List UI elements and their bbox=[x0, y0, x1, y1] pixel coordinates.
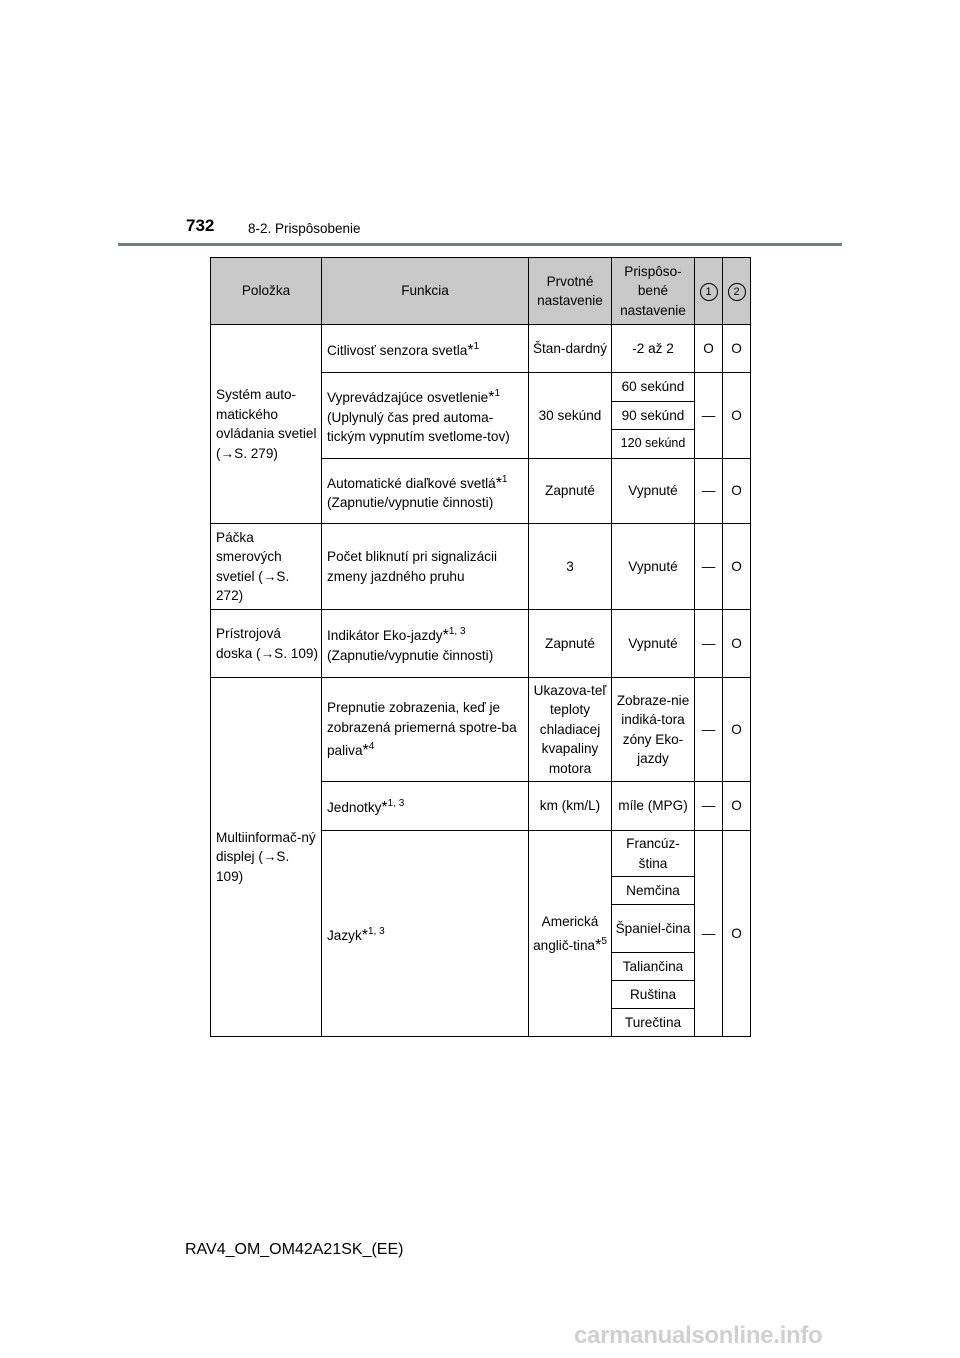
custom-cell: -2 až 2 bbox=[612, 325, 695, 373]
item-cell: Multiinformač-ný displej (→S. 109) bbox=[211, 678, 322, 1037]
function-note: (Zapnutie/vypnutie činnosti) bbox=[327, 647, 494, 663]
custom-cell: Taliančina bbox=[612, 953, 695, 981]
page-number: 732 bbox=[186, 216, 215, 235]
col2-cell: O bbox=[723, 325, 751, 373]
item-cell: Prístrojová doska (→S. 109) bbox=[211, 610, 322, 678]
footnote-asterisk: * bbox=[467, 341, 474, 359]
footnote-asterisk: * bbox=[495, 474, 502, 492]
default-cell: 3 bbox=[529, 524, 612, 610]
table-row bbox=[211, 524, 751, 610]
col1-cell: — bbox=[695, 373, 723, 459]
item-cell: Páčka smerových svetiel (→S. 272) bbox=[211, 524, 322, 610]
default-cell: 30 sekúnd bbox=[529, 373, 612, 459]
function-cell bbox=[322, 610, 529, 678]
default-cell: Ukazova-teľ teploty chladiacej kvapaliny motora bbox=[529, 678, 612, 782]
custom-cell: 60 sekúnd bbox=[612, 373, 695, 402]
col2-cell: O bbox=[723, 373, 751, 459]
custom-cell: Vypnuté bbox=[612, 524, 695, 610]
footnote-ref: 1 bbox=[473, 340, 480, 352]
default-cell: Štan-dardný bbox=[529, 325, 612, 373]
header-col2 bbox=[723, 258, 751, 325]
footnote-asterisk: * bbox=[361, 926, 368, 944]
footnote-ref: 1, 3 bbox=[367, 925, 385, 937]
custom-cell: Vypnuté bbox=[612, 610, 695, 678]
function-cell bbox=[322, 373, 529, 459]
header-rule bbox=[118, 243, 842, 246]
default-cell: km (km/L) bbox=[529, 782, 612, 831]
custom-cell: Španiel-čina bbox=[612, 905, 695, 953]
col1-cell: — bbox=[695, 831, 723, 1037]
function-cell bbox=[322, 678, 529, 782]
footnote-ref: 1, 3 bbox=[448, 626, 466, 637]
function-cell bbox=[322, 325, 529, 373]
section-title: 8-2. Prispôsobenie bbox=[248, 221, 361, 236]
function-text: Jazyk bbox=[327, 927, 362, 943]
footnote-asterisk: * bbox=[488, 389, 495, 407]
default-text: Americká anglič-tina bbox=[533, 914, 599, 953]
header-function: Funkcia bbox=[322, 258, 529, 325]
function-cell bbox=[322, 459, 529, 524]
function-note: (Zapnutie/vypnutie činnosti) bbox=[327, 495, 494, 510]
document-code: RAV4_OM_OM42A21SK_(EE) bbox=[185, 1241, 404, 1258]
footnote-asterisk: * bbox=[381, 799, 388, 817]
header-item: Položka bbox=[211, 258, 322, 325]
custom-cell: Turečtina bbox=[612, 1009, 695, 1037]
table-row bbox=[211, 678, 751, 782]
col2-cell: O bbox=[723, 524, 751, 610]
custom-cell: 120 sekúnd bbox=[612, 430, 695, 459]
function-text: Automatické diaľkové svetlá bbox=[327, 475, 496, 491]
col1-cell: — bbox=[695, 610, 723, 678]
header-custom: Prispôso-bené nastavenie bbox=[612, 258, 695, 325]
footnote-ref: 1 bbox=[501, 473, 508, 485]
footnote-asterisk: * bbox=[362, 742, 369, 760]
header-col1 bbox=[695, 258, 723, 325]
footnote-ref: 5 bbox=[601, 935, 607, 947]
col1-cell: — bbox=[695, 459, 723, 524]
settings-table bbox=[210, 257, 751, 1037]
col2-cell: O bbox=[723, 610, 751, 678]
col1-cell: — bbox=[695, 678, 723, 782]
default-cell: Zapnuté bbox=[529, 610, 612, 678]
function-text: Indikátor Eko-jazdy bbox=[327, 628, 443, 643]
custom-cell: 90 sekúnd bbox=[612, 402, 695, 430]
footnote-asterisk: * bbox=[595, 936, 602, 954]
header-default: Prvotné nastavenie bbox=[529, 258, 612, 325]
table-header-row bbox=[211, 258, 751, 325]
custom-cell: Nemčina bbox=[612, 877, 695, 905]
function-text: Prepnutie zobrazenia, keď je zobrazená priemerná spotre-ba paliva bbox=[327, 700, 517, 759]
col2-cell: O bbox=[723, 459, 751, 524]
custom-cell: Ruština bbox=[612, 981, 695, 1009]
function-cell bbox=[322, 782, 529, 831]
circled-2-icon: 2 bbox=[728, 283, 746, 301]
function-cell: Počet bliknutí pri signalizácii zmeny jazdného pruhu bbox=[322, 524, 529, 610]
footnote-ref: 4 bbox=[368, 741, 375, 753]
function-text: Citlivosť senzora svetla bbox=[327, 342, 468, 358]
table-row bbox=[211, 325, 751, 373]
footnote-ref: 1 bbox=[494, 388, 501, 400]
default-cell: Zapnuté bbox=[529, 459, 612, 524]
table-row bbox=[211, 610, 751, 678]
col1-cell: O bbox=[695, 325, 723, 373]
circled-1-icon: 1 bbox=[700, 283, 718, 301]
watermark: carmanualsonline.info bbox=[574, 1322, 823, 1349]
function-text: Jednotky bbox=[327, 800, 382, 816]
function-text: Vyprevádzajúce osvetlenie bbox=[327, 390, 489, 406]
custom-cell: Francúz-ština bbox=[612, 831, 695, 877]
function-cell bbox=[322, 831, 529, 1037]
col1-cell: — bbox=[695, 524, 723, 610]
item-cell: Systém auto-matického ovládania svetiel (→S. 279) bbox=[211, 325, 322, 524]
footnote-asterisk: * bbox=[442, 627, 449, 644]
col2-cell: O bbox=[723, 831, 751, 1037]
col2-cell: O bbox=[723, 782, 751, 831]
footnote-ref: 1, 3 bbox=[387, 798, 405, 810]
custom-cell: Vypnuté bbox=[612, 459, 695, 524]
col1-cell: — bbox=[695, 782, 723, 831]
custom-cell: míle (MPG) bbox=[612, 782, 695, 831]
function-note: (Uplynulý čas pred automa-tickým vypnutím svetlome-tov) bbox=[327, 409, 510, 445]
col2-cell: O bbox=[723, 678, 751, 782]
default-cell bbox=[529, 831, 612, 1037]
custom-cell: Zobraze-nie indiká-tora zóny Eko-jazdy bbox=[612, 678, 695, 782]
